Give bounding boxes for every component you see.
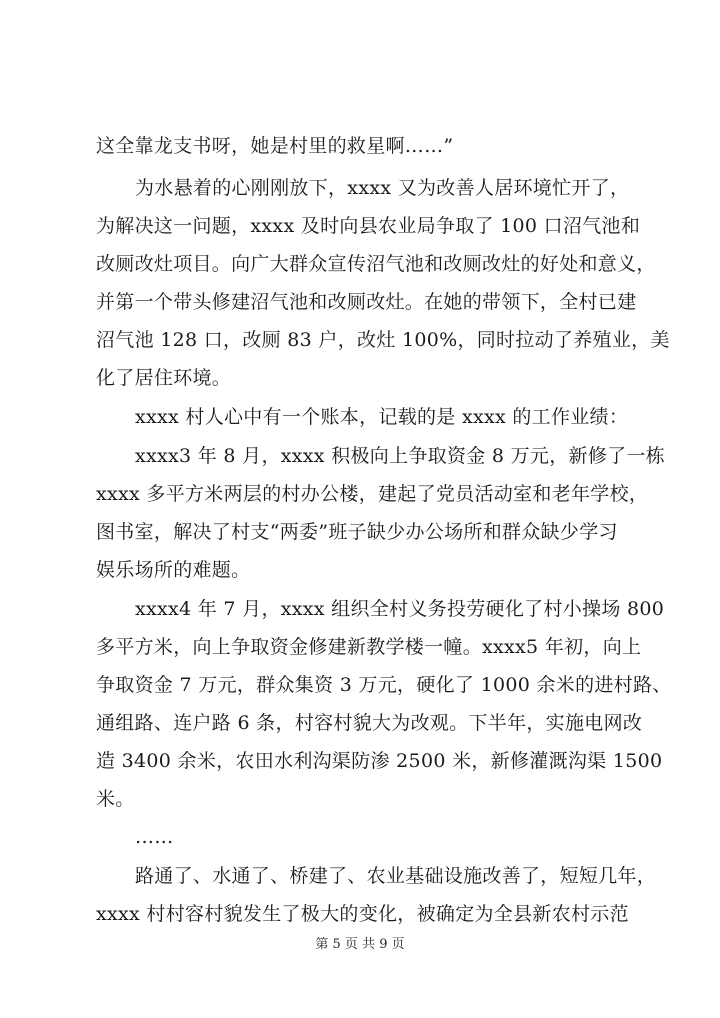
text-line: xxxx 多平方米两层的村办公楼，建起了党员活动室和老年学校， xyxy=(96,483,649,505)
text-line: xxxx4 年 7 月，xxxx 组织全村义务投劳硬化了村小操场 800 xyxy=(135,598,665,620)
page-number-footer: 第 5 页 共 9 页 xyxy=(315,937,405,952)
text-line: 化了居住环境。 xyxy=(96,367,232,389)
text-line: 娱乐场所的难题。 xyxy=(96,559,251,581)
text-line: 造 3400 余米，农田水利沟渠防渗 2500 米，新修灌溉沟渠 1500 xyxy=(96,750,663,772)
text-line: 米。 xyxy=(96,788,135,810)
text-line: 争取资金 7 万元，群众集资 3 万元，硬化了 1000 余米的进村路、 xyxy=(96,674,672,696)
text-line: 改厕改灶项目。向广大群众宣传沼气池和改厕改灶的好处和意义， xyxy=(96,253,656,275)
text-line: 为解决这一问题，xxxx 及时向县农业局争取了 100 口沼气池和 xyxy=(96,215,641,237)
text-line: xxxx 村村容村貌发生了极大的变化，被确定为全县新农村示范 xyxy=(96,903,629,925)
text-line: xxxx 村人心中有一个账本，记载的是 xxxx 的工作业绩： xyxy=(135,406,629,428)
text-line: 多平方米，向上争取资金修建新教学楼一幢。xxxx5 年初，向上 xyxy=(96,636,642,658)
text-line: 并第一个带头修建沼气池和改厕改灶。在她的带领下，全村已建 xyxy=(96,291,637,313)
text-line: 路通了、水通了、桥建了、农业基础设施改善了，短短几年， xyxy=(135,865,657,887)
text-line: 为水悬着的心刚刚放下，xxxx 又为改善人居环境忙开了， xyxy=(135,177,630,199)
text-line: 沼气池 128 口，改厕 83 户，改灶 100%，同时拉动了养殖业，美 xyxy=(96,329,670,351)
text-line: 这全靠龙支书呀，她是村里的救星啊……” xyxy=(96,135,454,157)
text-line: xxxx3 年 8 月，xxxx 积极向上争取资金 8 万元，新修了一栋 xyxy=(135,445,666,467)
text-line: 通组路、连户路 6 条，村容村貌大为改观。下半年，实施电网改 xyxy=(96,712,643,734)
text-line: 图书室，解决了村支“两委”班子缺少办公场所和群众缺少学习 xyxy=(96,521,618,543)
text-line: …… xyxy=(135,826,174,848)
